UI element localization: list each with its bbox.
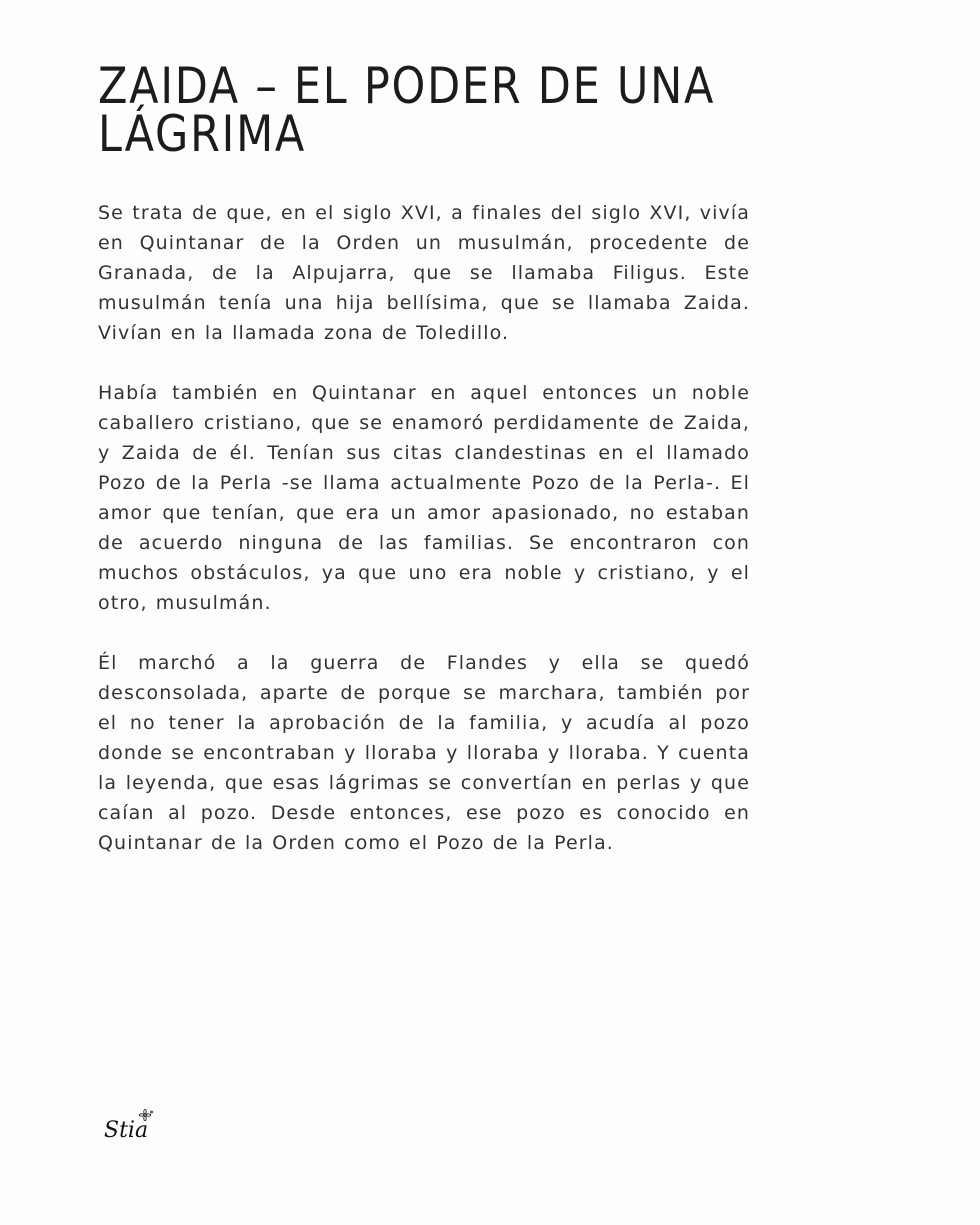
brand-logo-graphic (102, 1108, 162, 1144)
article-body (98, 198, 750, 888)
logo-wordmark: Stia (104, 1118, 149, 1143)
paragraph-3: Él marchó a la guerra de Flandes y ella se quedó desconsolada, aparte de porque se marchara, también por el no tener la aprobación de la familia, y acudía al pozo donde se encontraban y lloraba y lloraba y lloraba. Y cuenta la leyenda, que esas lágrimas se convertían en perlas y que caían al pozo. Desde entonces, ese pozo es conocido en Quintanar de la Orden como el Pozo de la Perla. (98, 652, 750, 854)
page-title: ZAIDA – EL PODER DE UNA LÁGRIMA (98, 57, 716, 163)
paragraph-2: Había también en Quintanar en aquel entonces un noble caballero cristiano, que se enamoró perdidamente de Zaida, y Zaida de él. Tenían sus citas clandestinas en el llamado Pozo de la Perla -se llama actualmente Pozo de la Perla-. El amor que tenían, que era un amor apasionado, no estaban de acuerdo ninguna de las familias. Se encontraron con muchos obstáculos, ya que uno era noble y cristiano, y el otro, musulmán. (98, 382, 750, 614)
brand-logo (102, 1108, 162, 1144)
paragraph-1: Se trata de que, en el siglo XVI, a finales del siglo XVI, vivía en Quintanar de la Orden un musulmán, procedente de Granada, de la Alpujarra, que se llamaba Filigus. Este musulmán tenía una hija bellísima, que se llamaba Zaida. Vivían en la llamada zona de Toledillo. (98, 202, 750, 344)
